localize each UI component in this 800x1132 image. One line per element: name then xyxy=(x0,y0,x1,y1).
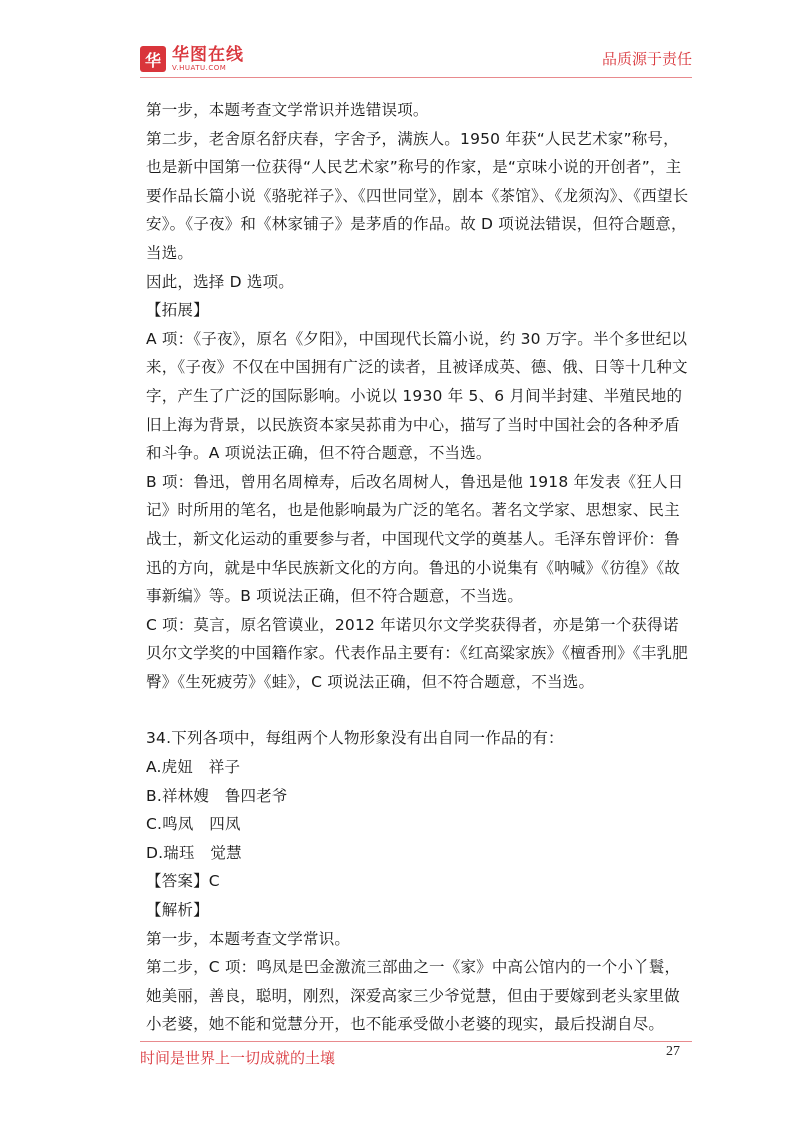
analysis-step1: 第一步，本题考查文学常识。 xyxy=(146,929,351,948)
question-option-c: C.鸣凤 四凤 xyxy=(146,815,241,834)
paragraph-step2: 第二步，老舍原名舒庆春，字舍予，满族人。1950 年获“人民艺术家”称号，也是新中国第一位获得“人民艺术家”称号的作家，是“京味小说的开创者”，主要作品长篇小说《骆驼祥子》、《四世同堂》，剧本《茶馆》、《龙须沟》、《西望长安》。《子夜》和《林家铺子》是茅盾的作品。故 D 项说法错误，但符合题意，当选。 xyxy=(146,129,689,262)
document-body xyxy=(146,96,694,1039)
section-gap xyxy=(146,696,694,724)
analysis-step2: 第二步，C 项：鸣凤是巴金激流三部曲之一《家》中高公馆内的一个小丫鬟，她美丽，善良，聪明，刚烈，深爱高家三少爷觉慧，但由于要嫁到老头家里做小老婆，她不能和觉慧分开，也不能承受做小老婆的现实，最后投湖自尽。 xyxy=(146,958,681,1034)
answer-line: 【答案】C xyxy=(146,872,220,891)
analysis-title: 【解析】 xyxy=(146,901,209,920)
logo-name: 华图在线 xyxy=(172,44,244,65)
footer-motto: 时间是世界上一切成就的土壤 xyxy=(140,1049,336,1067)
question-stem: 34.下列各项中，每组两个人物形象没有出自同一作品的有： xyxy=(146,729,564,748)
question-option-b: B.祥林嫂 鲁四老爷 xyxy=(146,786,288,805)
paragraph-option-a: A 项：《子夜》，原名《夕阳》，中国现代长篇小说，约 30 万字。半个多世纪以来，《子夜》不仅在中国拥有广泛的读者，且被译成英、德、俄、日等十几种文字，产生了广泛的国际影响。小说以 1930 年 5、6 月间半封建、半殖民地的旧上海为背景，以民族资本家吴荪甫为中心，描写了当时中国社会的各种矛盾和斗争。A 项说法正确，但不符合题意，不当选。 xyxy=(146,329,688,463)
paragraph-extension-title: 【拓展】 xyxy=(146,301,209,320)
paragraph-step1: 第一步，本题考查文学常识并选错误项。 xyxy=(146,101,429,119)
question-option-a: A.虎妞 祥子 xyxy=(146,758,241,777)
footer-divider xyxy=(140,1041,692,1042)
huatu-logo xyxy=(140,44,244,74)
header-divider xyxy=(140,77,692,78)
logo-url: V.HUATU.COM xyxy=(172,63,227,72)
paragraph-option-c: C 项：莫言，原名管谟业，2012 年诺贝尔文学奖获得者，亦是第一个获得诺贝尔文学奖的中国籍作家。代表作品主要有：《红高粱家族》《檀香刑》《丰乳肥臀》《生死疲劳》《蛙》，C 项说法正确，但不符合题意，不当选。 xyxy=(146,615,688,691)
paragraph-conclusion: 因此，选择 D 选项。 xyxy=(146,272,294,291)
question-option-d: D.瑞珏 觉慧 xyxy=(146,843,242,862)
paragraph-option-b: B 项：鲁迅，曾用名周樟寿，后改名周树人，鲁迅是他 1918 年发表《狂人日记》时所用的笔名，也是他影响最为广泛的笔名。著名文学家、思想家、民主战士，新文化运动的重要参与者，中国现代文学的奠基人。毛泽东曾评价：鲁迅的方向，就是中华民族新文化的方向。鲁迅的小说集有《呐喊》《彷徨》《故事新编》等。B 项说法正确，但不符合题意，不当选。 xyxy=(146,472,684,606)
logo-mark-icon: 华 xyxy=(140,46,166,72)
page-header xyxy=(0,0,800,80)
page-number: 27 xyxy=(666,1044,680,1059)
header-slogan: 品质源于责任 xyxy=(601,50,692,68)
